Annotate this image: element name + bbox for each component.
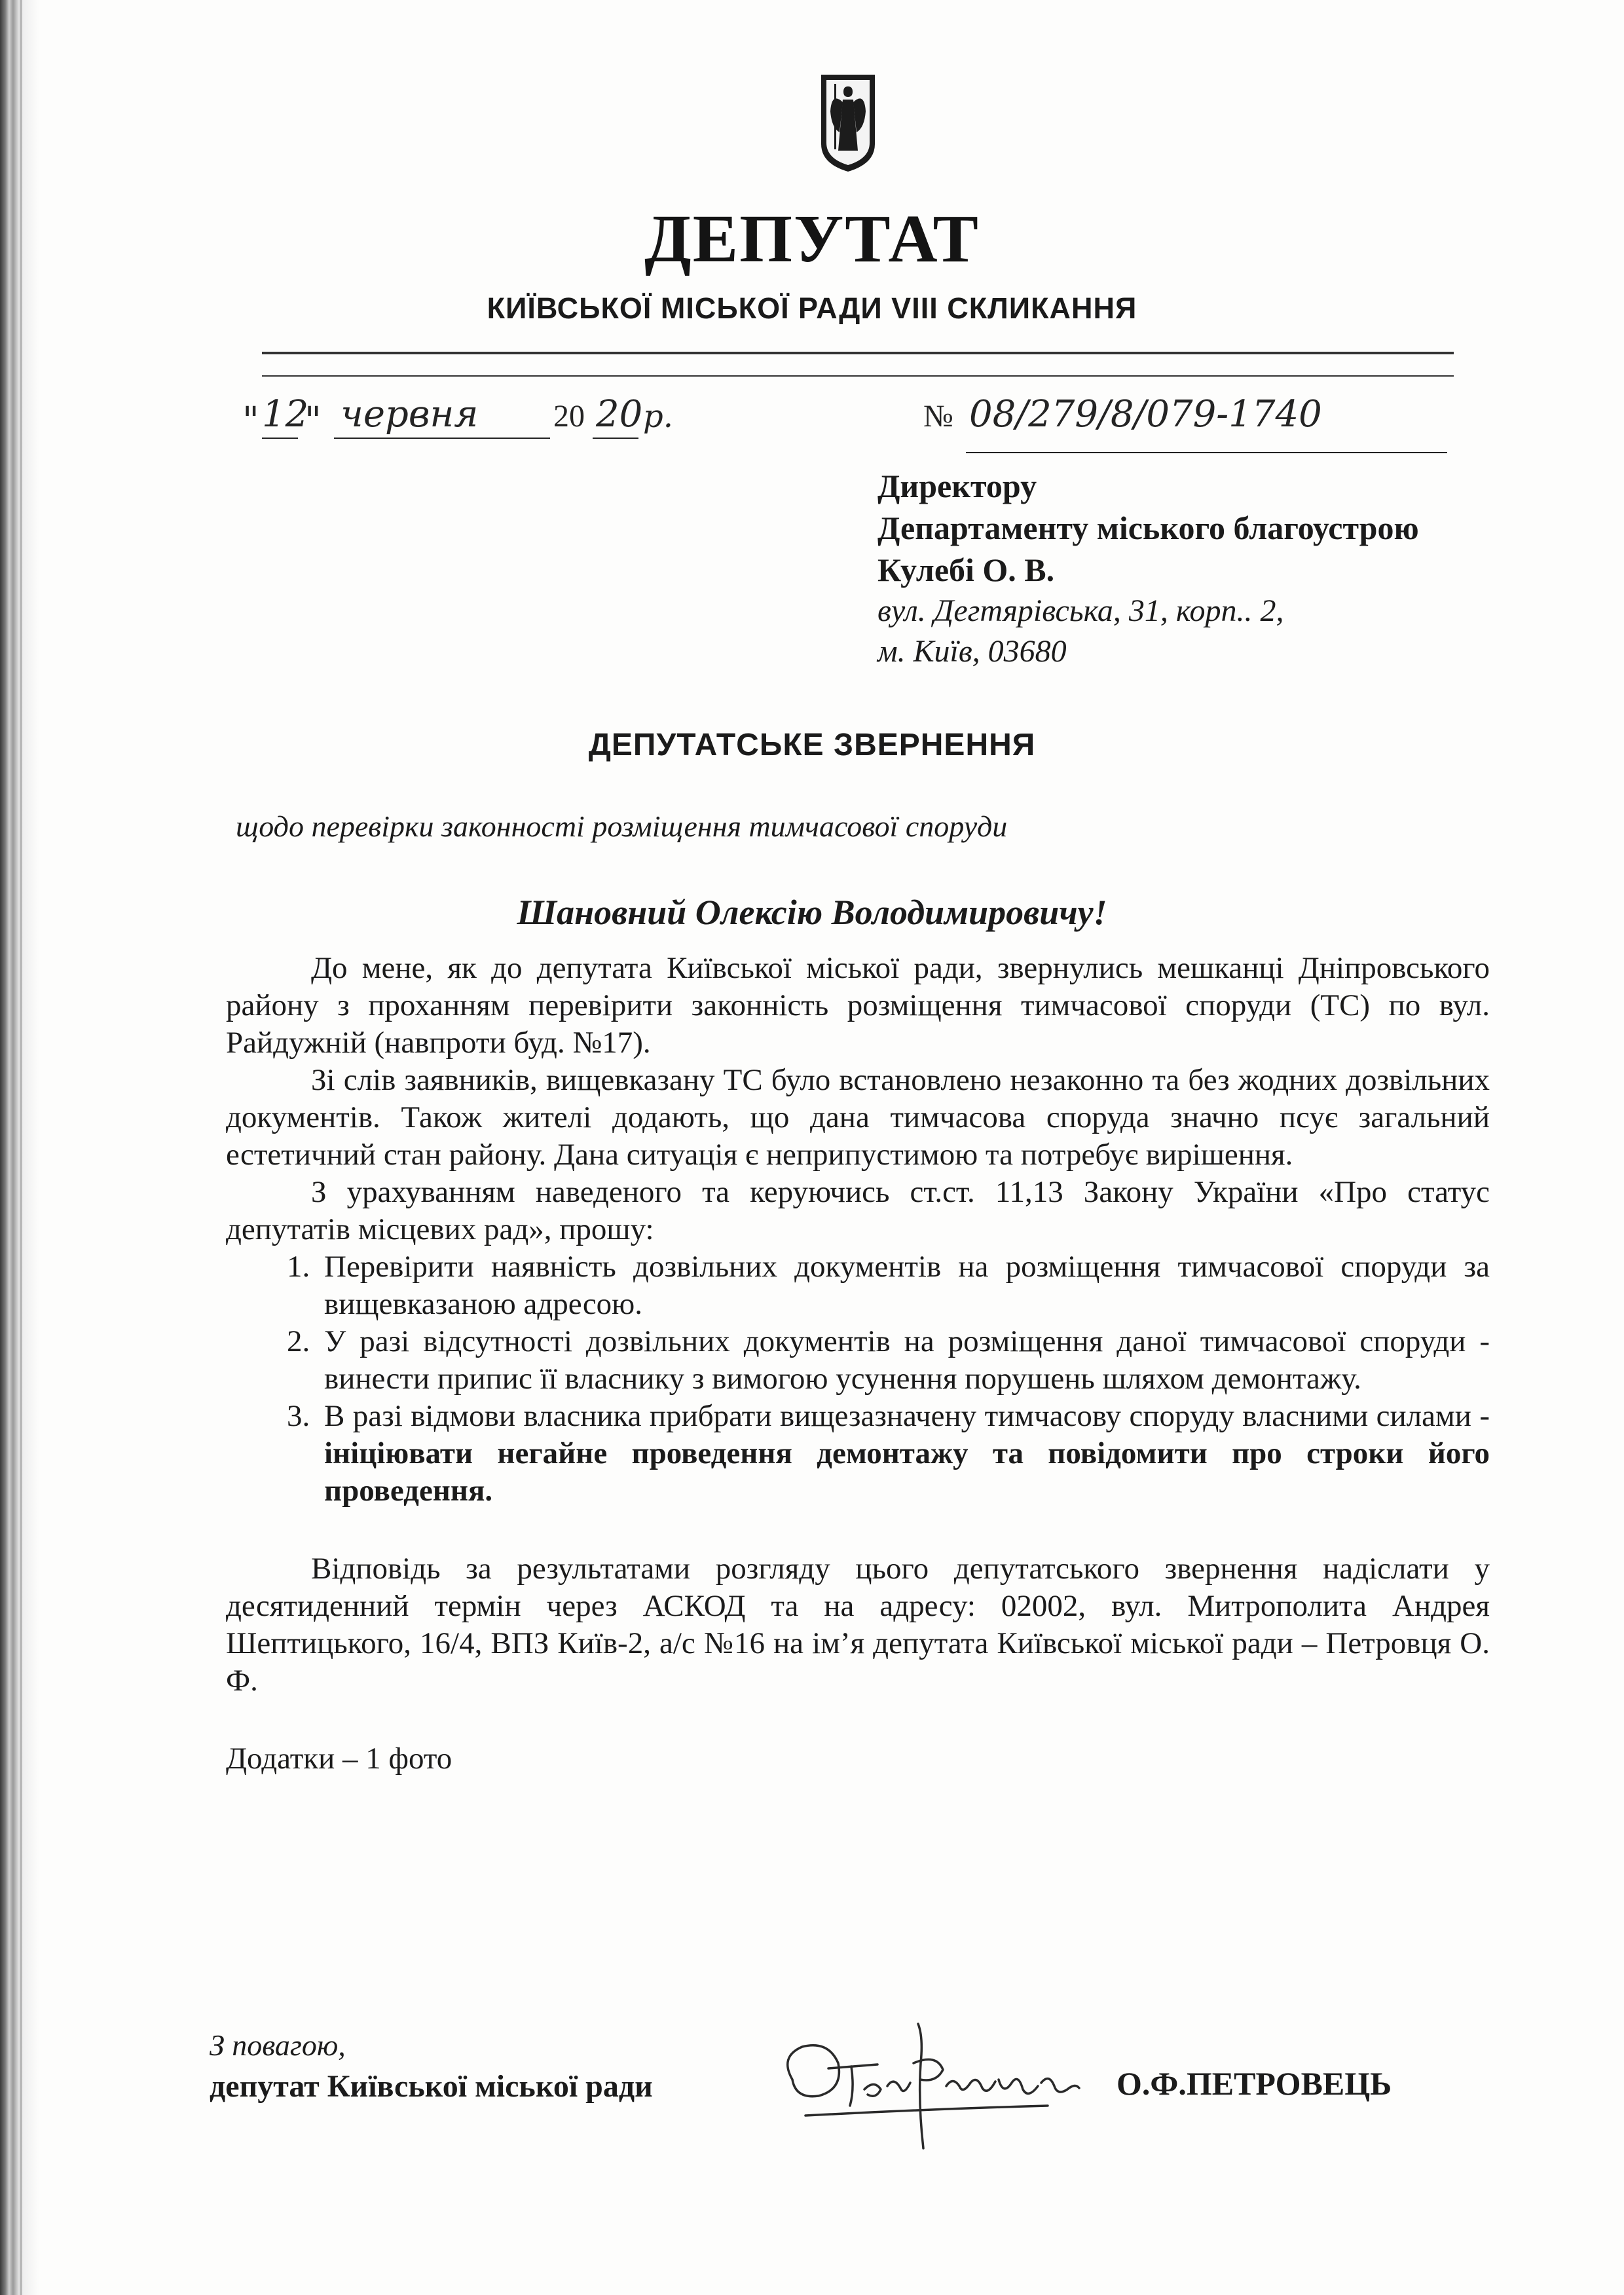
header-divider-thick	[262, 352, 1454, 354]
document-subtitle: КИЇВСЬКОЇ МІСЬКОЇ РАДИ VIII СКЛИКАННЯ	[487, 291, 1137, 325]
attachments-line: Додатки – 1 фото	[226, 1742, 452, 1776]
number-value: 08/279/8/079-1740	[969, 393, 1322, 436]
date-year-unit: р.	[643, 398, 673, 435]
body-paragraph-2: Зі слів заявників, вищевказану ТС було встановлено незаконно та без жодних дозвільних документів. Також жителі додають, що дана тимчасова споруда значно псує загальний естетичний стан району. Дана ситуація є неприпустимою та потребує вирішення.	[226, 1063, 1490, 1172]
date-day: 12	[262, 393, 309, 436]
request-item-3-text: В разі відмови власника прибрати вищезазначену тимчасову споруду власними силами -	[324, 1399, 1490, 1433]
date-quote-open: "	[242, 400, 259, 442]
recipient-line-2: Департаменту міського благоустрою	[877, 510, 1419, 546]
date-day-underline	[262, 438, 298, 439]
closing-block	[210, 2027, 653, 2106]
date-month-underline	[334, 438, 550, 439]
request-item-1: 1. Перевірити наявність дозвільних документів на розміщення тимчасової споруди за вищевказаною адресою.	[318, 1248, 1490, 1323]
date-year-prefix: 20	[553, 399, 585, 434]
closing-regards: З повагою,	[210, 2028, 346, 2062]
body-paragraph-1: До мене, як до депутата Київської міської ради, звернулись мешканці Дніпровського району з проханням перевірити законність розміщення тимчасової споруди (ТС) по вул. Райдужній (навпроти буд. №17).	[226, 951, 1490, 1060]
letter-body	[226, 950, 1490, 1778]
header-divider-thin	[262, 375, 1454, 377]
body-paragraph-3: З урахуванням наведеного та керуючись ст.ст. 11,13 Закону України «Про статус депутатів місцевих рад», прошу:	[226, 1175, 1490, 1246]
appeal-heading: ДЕПУТАТСЬКЕ ЗВЕРНЕННЯ	[588, 728, 1036, 762]
salutation: Шановний Олексію Володимировичу!	[517, 893, 1107, 932]
recipient-line-1: Директору	[877, 468, 1037, 504]
request-item-2: 2. У разі відсутності дозвільних документів на розміщення даної тимчасової споруди - винести припис її власнику з вимогою усунення порушень шляхом демонтажу.	[318, 1323, 1490, 1398]
date-year-underline	[593, 438, 638, 439]
signer-name: О.Ф.ПЕТРОВЕЦЬ	[1116, 2065, 1392, 2102]
date-quote-close: "	[304, 400, 322, 442]
date-year-suffix: 20	[596, 393, 643, 436]
response-paragraph: Відповідь за результатами розгляду цього депутатського звернення надіслати у десятиденний термін через АСКОД та на адресу: 02002, вул. Митрополита Андрея Шептицького, 16/4, ВПЗ Київ-2, а/с №16 на ім’я депутата Київської міської ради – Петровця О. Ф.	[226, 1552, 1490, 1698]
recipient-block	[877, 465, 1585, 672]
handwritten-signature	[766, 2017, 1094, 2155]
request-item-3-bold: ініціювати негайне проведення демонтажу та повідомити про строки його проведення.	[324, 1436, 1490, 1508]
closing-position: депутат Київської міської ради	[210, 2069, 653, 2104]
recipient-line-3: Кулебі О. В.	[877, 551, 1055, 588]
recipient-address-2: м. Київ, 03680	[877, 634, 1067, 669]
appeal-subject: щодо перевірки законності розміщення тимчасової споруди	[236, 810, 1008, 843]
kyiv-emblem-icon	[819, 72, 877, 174]
request-list	[226, 1248, 1490, 1510]
request-item-3	[318, 1398, 1490, 1510]
recipient-address-1: вул. Дегтярівська, 31, корп.. 2,	[877, 593, 1284, 628]
date-month: червня	[341, 393, 479, 436]
number-prefix: №	[923, 399, 953, 434]
document-title: ДЕПУТАТ	[644, 201, 980, 276]
scan-edge-line	[20, 0, 22, 2295]
number-underline	[966, 452, 1447, 453]
